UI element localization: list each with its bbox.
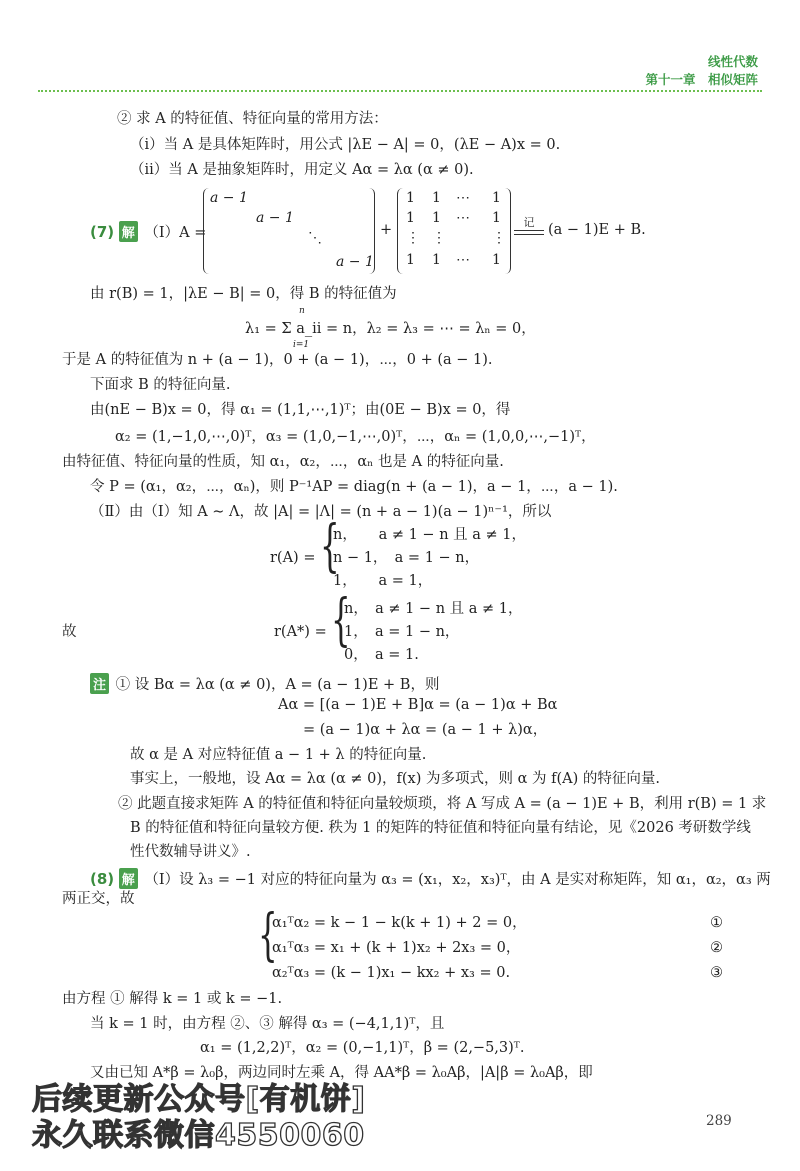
diagonalization: 令 P = (α₁，α₂，⋯，αₙ)，则 P⁻¹AP = diag(n + (a − 1)，a − 1，⋯，a − 1).	[90, 479, 618, 495]
note-tag: 注	[90, 673, 109, 694]
matrix2-cell: ⋮	[432, 230, 446, 246]
eigenvalues-a: 于是 A 的特征值为 n + (a − 1)，0 + (a − 1)，⋯，0 + (a − 1).	[62, 352, 493, 368]
matrix-ones	[397, 188, 511, 274]
note-2-line-2: B 的特征值和特征向量较方便. 秩为 1 的矩阵的特征值和特征向量有结论，见《2026 考研数学线	[130, 820, 751, 836]
problem-8-line-2: 两正交，故	[62, 891, 135, 907]
page-number: 289	[706, 1113, 732, 1129]
note-derivation-2: = (a − 1)α + λα = (a − 1 + λ)α，	[303, 722, 548, 738]
note-line-1	[90, 673, 439, 694]
rank-a-case-3: 1， a = 1，	[333, 573, 433, 589]
solve-k: 由方程 ① 解得 k = 1 或 k = −1.	[62, 991, 283, 1007]
problem-8-text: （Ⅰ）设 λ₃ = −1 对应的特征向量为 α₃ = (x₁，x₂，x₃)ᵀ，由 A 是实对称矩阵，知 α₁，α₂，α₃ 两	[144, 872, 771, 888]
eigenvector-property: 由特征值、特征向量的性质，知 α₁，α₂，⋯，αₙ 也是 A 的特征向量.	[62, 454, 504, 470]
rank-adj-case-2: 1， a = 1 − n，	[344, 624, 460, 640]
matrix1-cell: a − 1	[210, 190, 248, 206]
matrix2-cell: 1	[492, 252, 501, 268]
problem-8-label: (8)	[90, 870, 115, 888]
rank-b-line: 由 r(B) = 1，|λE − B| = 0，得 B 的特征值为	[90, 286, 397, 302]
problem-7-header	[90, 221, 206, 242]
rank-adj-lhs: r(A*) =	[274, 624, 327, 640]
matrix2-cell: 1	[406, 190, 415, 206]
eigenvectors-list: α₂ = (1,−1,0,⋯,0)ᵀ，α₃ = (1,0,−1,⋯,0)ᵀ，⋯，αₙ = (1,0,0,⋯,−1)ᵀ，	[115, 429, 596, 445]
solution-tag: 解	[119, 868, 138, 889]
equation-number-3: ③	[710, 965, 723, 981]
matrix-diagonal	[203, 188, 375, 274]
matrix2-cell: 1	[432, 210, 441, 226]
rank-a-lhs: r(A) =	[270, 550, 316, 566]
equation-3: α₂ᵀα₃ = (k − 1)x₁ − kx₂ + x₃ = 0.	[272, 965, 511, 981]
solve-systems: 由(nE − B)x = 0，得 α₁ = (1,1,⋯,1)ᵀ；由(0E − B)x = 0，得	[90, 402, 511, 418]
rank-a-brace: {	[320, 514, 340, 579]
header-chapter: 第十一章 相似矩阵	[645, 72, 758, 87]
matrix2-cell: ⋯	[456, 210, 470, 226]
decomposition-result: (a − 1)E + B.	[548, 222, 646, 238]
matrix2-cell: 1	[492, 210, 501, 226]
matrix2-cell: 1	[432, 252, 441, 268]
rank-adj-brace: {	[331, 588, 351, 653]
find-eigenvectors: 下面求 B 的特征向量.	[90, 377, 231, 393]
vectors-alpha-beta: α₁ = (1,2,2)ᵀ，α₂ = (0,−1,1)ᵀ，β = (2,−5,3)ᵀ.	[200, 1040, 525, 1056]
matrix2-cell: ⋮	[492, 230, 506, 246]
sum-upper-limit: n	[299, 306, 305, 316]
matrix1-cell: a − 1	[256, 210, 294, 226]
adjoint-relation: 又由已知 A*β = λ₀β，两边同时左乘 A，得 AA*β = λ₀Aβ，|A|β = λ₀Aβ，即	[90, 1065, 593, 1081]
equation-1: α₁ᵀα₂ = k − 1 − k(k + 1) + 2 = 0，	[272, 915, 527, 931]
note-2-line-3: 性代数辅导讲义》.	[130, 844, 251, 860]
case-k-1: 当 k = 1 时，由方程 ②、③ 解得 α₃ = (−4,1,1)ᵀ，且	[90, 1016, 445, 1032]
eigenvalues-b: λ₁ = Σ a_ii = n，λ₂ = λ₃ = ⋯ = λₙ = 0，	[245, 321, 536, 337]
problem-8-line-1	[90, 868, 771, 889]
equation-number-2: ②	[710, 940, 723, 956]
part-2-start: （Ⅱ）由（Ⅰ）知 A ∼ Λ，故 |A| = |Λ| = (n + a − 1)(a − 1)ⁿ⁻¹，所以	[90, 504, 552, 520]
equation-2: α₁ᵀα₃ = x₁ + (k + 1)x₂ + 2x₃ = 0，	[272, 940, 521, 956]
plus-sign: +	[380, 222, 393, 238]
therefore-label: 故	[62, 624, 77, 640]
equation-number-1: ①	[710, 915, 723, 931]
matrix2-cell: 1	[492, 190, 501, 206]
note-1-text: ① 设 Bα = λα (α ≠ 0)，A = (a − 1)E + B，则	[115, 677, 440, 693]
problem-7-part1: （Ⅰ）A =	[144, 225, 207, 241]
note-conclusion: 故 α 是 A 对应特征值 a − 1 + λ 的特征向量.	[130, 747, 427, 763]
watermark-line-2: 永久联系微信4550060	[32, 1118, 365, 1153]
rank-a-case-2: n − 1， a = 1 − n，	[333, 550, 480, 566]
watermark-line-1: 后续更新公众号[有机饼]	[32, 1082, 366, 1117]
rank-adj-case-1: n， a ≠ 1 − n 且 a ≠ 1，	[344, 601, 523, 617]
ji-label: 记	[514, 214, 544, 231]
header-divider	[38, 90, 762, 92]
method-abstract: （ⅱ）当 A 是抽象矩阵时，用定义 Aα = λα (α ≠ 0).	[130, 162, 474, 178]
matrix1-cell: a − 1	[336, 254, 374, 270]
system-brace: {	[258, 903, 278, 968]
note-2-line-1: ② 此题直接求矩阵 A 的特征值和特征向量较烦琐，将 A 写成 A = (a − 1)E + B，利用 r(B) = 1 求	[118, 796, 767, 812]
matrix1-cell: ⋱	[308, 230, 322, 246]
matrix2-cell: ⋯	[456, 252, 470, 268]
rank-adj-case-3: 0， a = 1.	[344, 647, 419, 663]
problem-7-label: (7)	[90, 223, 115, 241]
note-derivation-1: Aα = [(a − 1)E + B]α = (a − 1)α + Bα	[278, 697, 558, 713]
note-general: 事实上，一般地，设 Aα = λα (α ≠ 0)，f(x) 为多项式，则 α 为 f(A) 的特征向量.	[130, 771, 660, 787]
matrix2-cell: ⋮	[406, 230, 420, 246]
solution-tag: 解	[119, 221, 138, 242]
matrix2-cell: 1	[432, 190, 441, 206]
matrix2-cell: 1	[406, 252, 415, 268]
matrix2-cell: 1	[406, 210, 415, 226]
defined-as-sign	[514, 214, 544, 235]
method-concrete: （ⅰ）当 A 是具体矩阵时，用公式 |λE − A| = 0，(λE − A)x = 0.	[130, 137, 561, 153]
rank-a-case-1: n， a ≠ 1 − n 且 a ≠ 1，	[333, 527, 526, 543]
sum-lower-limit: i=1	[293, 340, 310, 350]
header-subject: 线性代数	[707, 54, 758, 69]
method-heading: ② 求 A 的特征值、特征向量的常用方法：	[117, 111, 388, 127]
ji-second-bar	[514, 234, 544, 235]
matrix2-cell: ⋯	[456, 190, 470, 206]
